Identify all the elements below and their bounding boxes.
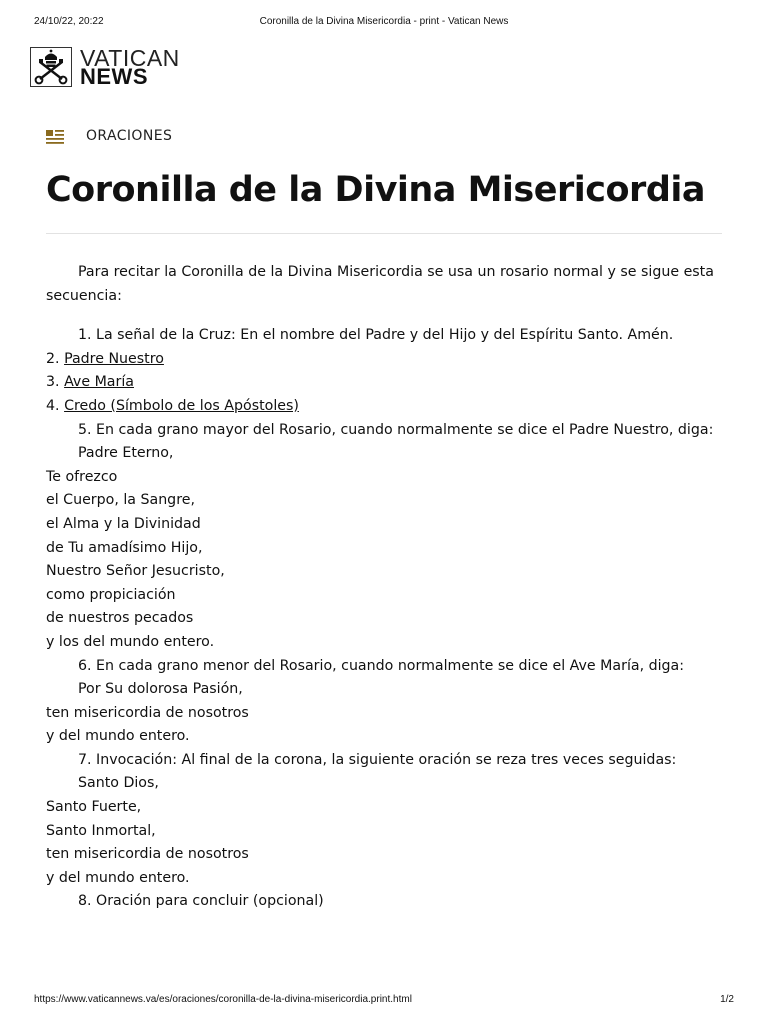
prayer-line: y del mundo entero.	[46, 869, 190, 886]
padre-nuestro-link[interactable]: Padre Nuestro	[64, 350, 164, 367]
logo-wordmark-vatican: VATICAN	[80, 45, 180, 71]
title-divider	[46, 233, 722, 234]
ave-maria-link[interactable]: Ave María	[64, 374, 134, 391]
article-body	[46, 261, 722, 914]
prayer-line: Por Su dolorosa Pasión,	[78, 681, 243, 698]
step-3-number: 3.	[46, 374, 60, 391]
papal-keys-icon	[30, 47, 72, 87]
vatican-news-logo[interactable]	[30, 47, 180, 91]
prayer-line: ten misericordia de nosotros	[46, 704, 249, 721]
prayer-line: como propiciación	[46, 586, 176, 603]
step-1: 1. La señal de la Cruz: En el nombre del Padre y del Hijo y del Espíritu Santo. Amén.	[78, 327, 674, 344]
prayer-line: Santo Fuerte,	[46, 799, 142, 816]
paragraph-gap	[46, 308, 722, 324]
print-url: https://www.vaticannews.va/es/oraciones/coronilla-de-la-divina-misericordia.print.html	[34, 994, 412, 1005]
step-2	[46, 348, 722, 372]
credo-link[interactable]: Credo (Símbolo de los Apóstoles)	[64, 397, 299, 414]
prayer-line: Santo Inmortal,	[46, 822, 156, 839]
prayer-line: de nuestros pecados	[46, 610, 194, 627]
step-2-number: 2.	[46, 350, 60, 367]
print-page-title: Coronilla de la Divina Misericordia - print - Vatican News	[259, 16, 509, 27]
prayer-line: el Cuerpo, la Sangre,	[46, 492, 195, 509]
logo-wordmark-news: NEWS	[80, 64, 148, 89]
step-7: 7. Invocación: Al final de la corona, la siguiente oración se reza tres veces seguidas:	[78, 751, 677, 768]
article-list-icon	[46, 129, 64, 148]
prayer-line: el Alma y la Divinidad	[46, 515, 201, 532]
prayer-line: y los del mundo entero.	[46, 633, 215, 650]
step-4	[46, 395, 722, 419]
print-header	[34, 16, 734, 30]
prayer-line: de Tu amadísimo Hijo,	[46, 539, 203, 556]
prayer-line: Santo Dios,	[78, 775, 159, 792]
prayer-line: Padre Eterno,	[78, 445, 174, 462]
print-datetime: 24/10/22, 20:22	[34, 16, 104, 27]
prayer-line: ten misericordia de nosotros	[46, 846, 249, 863]
step-6: 6. En cada grano menor del Rosario, cuando normalmente se dice el Ave María, diga:	[78, 657, 685, 674]
prayer-line: Nuestro Señor Jesucristo,	[46, 563, 225, 580]
page-title: Coronilla de la Divina Misericordia	[46, 170, 705, 210]
step-8: 8. Oración para concluir (opcional)	[78, 893, 324, 910]
step-3	[46, 371, 722, 395]
print-footer	[34, 994, 734, 1008]
prayer-line: y del mundo entero.	[46, 728, 190, 745]
category-label: ORACIONES	[86, 128, 173, 144]
page-number: 1/2	[720, 994, 734, 1005]
prayer-line: Te ofrezco	[46, 468, 118, 485]
intro-paragraph: Para recitar la Coronilla de la Divina Misericordia se usa un rosario normal y se sigue esta secuencia:	[46, 264, 714, 304]
step-5: 5. En cada grano mayor del Rosario, cuando normalmente se dice el Padre Nuestro, diga:	[78, 421, 714, 438]
step-4-number: 4.	[46, 397, 60, 414]
